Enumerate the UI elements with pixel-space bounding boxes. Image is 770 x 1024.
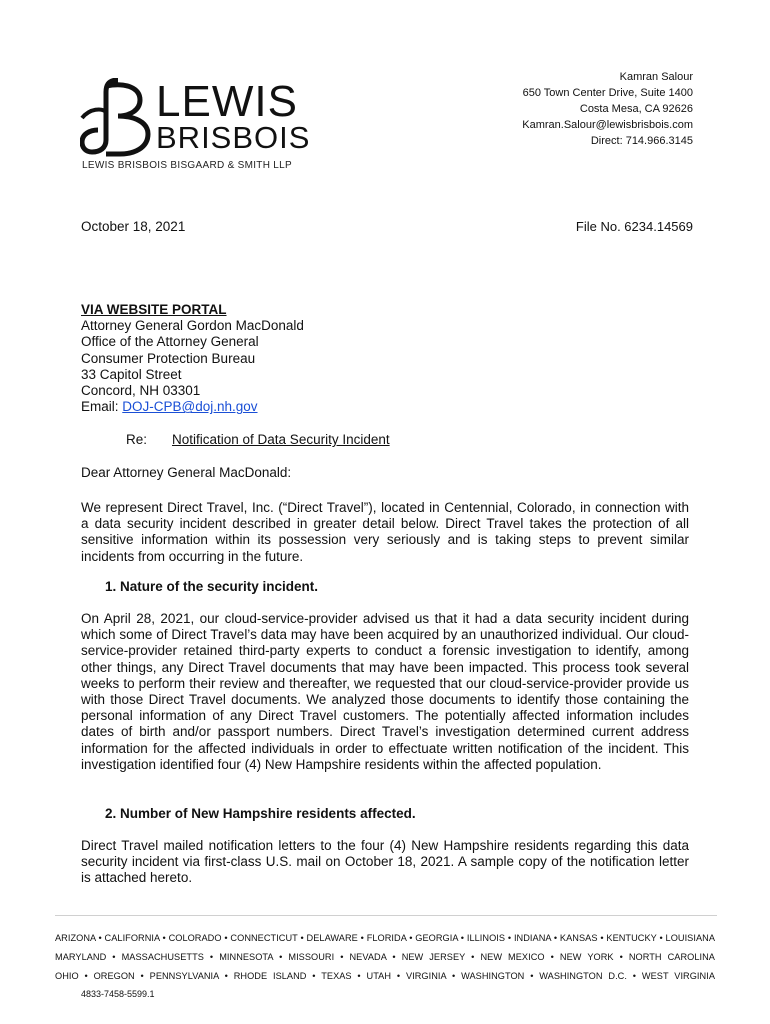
recipient-office: Office of the Attorney General [81, 334, 259, 350]
document-number: 4833-7458-5599.1 [81, 989, 155, 999]
logo-word-brisbois: BRISBOIS [156, 120, 311, 155]
delivery-method: VIA WEBSITE PORTAL [81, 302, 227, 317]
footer-states-line3: OHIO • OREGON • PENNSYLVANIA • RHODE ISLAND • TEXAS • UTAH • VIRGINIA • WASHINGTON • WASHINGTON D.C. • WEST VIRGINIA [55, 971, 715, 981]
sender-email: Kamran.Salour@lewisbrisbois.com [522, 119, 693, 131]
re-subject: Notification of Data Security Incident [172, 432, 390, 447]
footer-states-line1: ARIZONA • CALIFORNIA • COLORADO • CONNECTICUT • DELAWARE • FLORIDA • GEORGIA • ILLINOIS • INDIANA • KANSAS • KENTUCKY • LOUISIANA [55, 933, 715, 943]
footer-states-line2: MARYLAND • MASSACHUSETTS • MINNESOTA • MISSOURI • NEVADA • NEW JERSEY • NEW MEXICO • NEW YORK • NORTH CAROLINA [55, 952, 715, 962]
recipient-city: Concord, NH 03301 [81, 383, 201, 399]
logo-subtitle: LEWIS BRISBOIS BISGAARD & SMITH LLP [82, 160, 292, 171]
recipient-name: Attorney General Gordon MacDonald [81, 318, 304, 334]
re-line [126, 432, 390, 447]
section2-body: Direct Travel mailed notification letters to the four (4) New Hampshire residents regarding this data security incident via first-class U.S. mail on October 18, 2021. A sample copy of the notification letter is attached hereto. [81, 838, 689, 886]
recipient-street: 33 Capitol Street [81, 366, 182, 382]
section1-body: On April 28, 2021, our cloud-service-provider advised us that it had a data security incident during which some of Direct Travel’s data may have been acquired by an unauthorized individual. Our cloud-service-provider retained third-party experts to conduct a forensic investigation to identify, among other things, any Direct Travel documents that may have been impacted. This process took several weeks to perform their review and thereafter, we requested that our cloud-service-provider provide us with those Direct Travel documents. We analyzed those documents to identify those containing the personal information of any Direct Travel customers. The potentially affected information includes dates of birth and/or passport numbers. Direct Travel’s investigation determined current address information for the affected individuals in order to effectuate written notification of the incident. This investigation identified four (4) New Hampshire residents within the affected population. [81, 611, 689, 772]
sender-address-line2: Costa Mesa, CA 92626 [579, 103, 693, 115]
firm-logo [80, 77, 311, 174]
letter-date: October 18, 2021 [81, 219, 186, 234]
recipient-block [81, 302, 304, 415]
sender-direct-phone: Direct: 714.966.3145 [590, 135, 693, 147]
salutation: Dear Attorney General MacDonald: [81, 465, 292, 480]
section2-heading: 2. Number of New Hampshire residents affected. [105, 806, 416, 821]
recipient-email-link[interactable]: DOJ-CPB@doj.nh.gov [122, 399, 258, 415]
footer-divider [55, 915, 717, 916]
file-number: File No. 6234.14569 [575, 219, 693, 234]
sender-name: Kamran Salour [619, 71, 693, 83]
sender-block [522, 69, 693, 149]
re-label: Re: [126, 432, 148, 447]
logo-word-lewis: LEWIS [156, 77, 298, 126]
section1-heading: 1. Nature of the security incident. [105, 579, 319, 594]
logo-monogram-icon [80, 78, 154, 158]
recipient-email-line [81, 399, 304, 415]
sender-address-line1: 650 Town Center Drive, Suite 1400 [522, 87, 693, 99]
recipient-bureau: Consumer Protection Bureau [81, 350, 256, 366]
recipient-email-label: Email: [81, 399, 123, 415]
intro-paragraph: We represent Direct Travel, Inc. (“Direct Travel”), located in Centennial, Colorado, in connection with a data security incident described in greater detail below. Direct Travel takes the protection of all sensitive information within its possession very seriously and is taking steps to prevent similar incidents from occurring in the future. [81, 500, 689, 564]
